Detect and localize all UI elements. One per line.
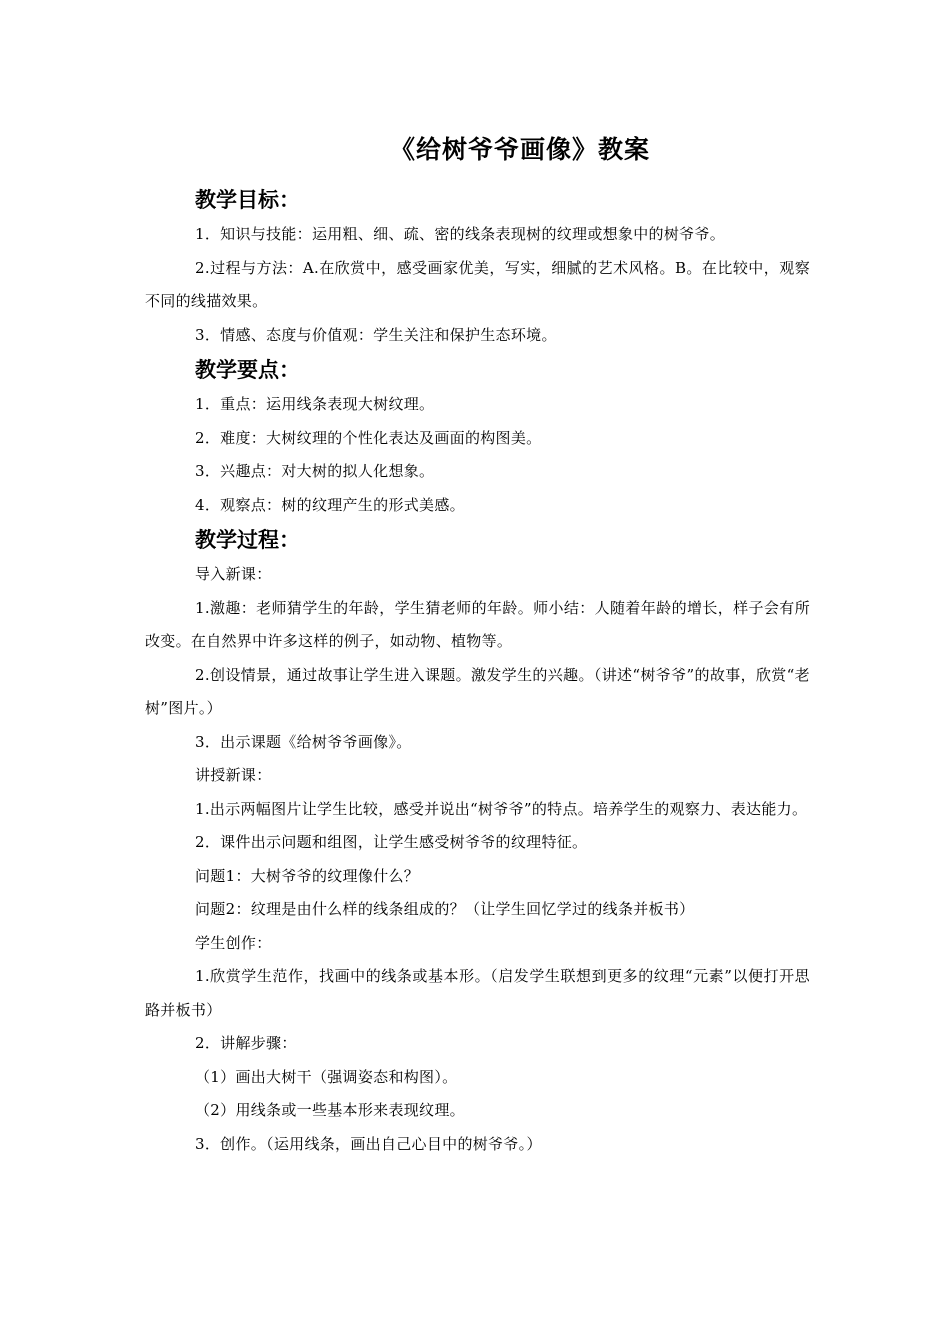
paragraph: 2．课件出示问题和组图，让学生感受树爷爷的纹理特征。: [195, 833, 588, 851]
section-heading-objectives: 教学目标：: [195, 188, 300, 212]
document-title: 《给树爷爷画像》教案: [389, 135, 650, 164]
paragraph: 1.激趣：老师猜学生的年龄，学生猜老师的年龄。师小结：人随着年龄的增长，样子会有所改变。在自然界中许多这样的例子，如动物、植物等。: [145, 598, 810, 650]
paragraph: 问题2：纹理是由什么样的线条组成的？（让学生回忆学过的线条并板书）: [195, 900, 695, 918]
paragraph: 3．兴趣点：对大树的拟人化想象。: [195, 462, 435, 480]
paragraph: 4．观察点：树的纹理产生的形式美感。: [195, 495, 465, 514]
paragraph: 1.出示两幅图片让学生比较，感受并说出“树爷爷”的特点。培养学生的观察力、表达能力。: [195, 799, 808, 818]
paragraph: 2.过程与方法：A.在欣赏中，感受画家优美，写实，细腻的艺术风格。B。在比较中，观察不同的线描效果。: [145, 258, 810, 310]
paragraph: （2）用线条或一些基本形来表现纹理。: [195, 1101, 465, 1119]
paragraph: 导入新课：: [195, 565, 272, 583]
paragraph: 3．情感、态度与价值观：学生关注和保护生态环境。: [195, 325, 557, 344]
paragraph: 1．重点：运用线条表现大树纹理。: [195, 395, 435, 413]
section-heading-key-points: 教学要点：: [195, 358, 300, 382]
paragraph: 3．创作。（运用线条，画出自己心目中的树爷爷。）: [195, 1134, 542, 1153]
paragraph: 1．知识与技能：运用粗、细、疏、密的线条表现树的纹理或想象中的树爷爷。: [195, 225, 726, 243]
paragraph: 2．难度：大树纹理的个性化表达及画面的构图美。: [195, 428, 542, 447]
paragraph: 讲授新课：: [195, 766, 272, 784]
paragraph: 2.创设情景，通过故事让学生进入课题。激发学生的兴趣。（讲述“树爷爷”的故事，欣赏“老树”图片。）: [145, 665, 810, 717]
paragraph: 3．出示课题《给树爷爷画像》。: [195, 732, 412, 751]
paragraph: 2．讲解步骤：: [195, 1034, 297, 1052]
paragraph: 1.欣赏学生范作，找画中的线条或基本形。（启发学生联想到更多的纹理“元素”以便打开思路并板书）: [145, 967, 810, 1019]
section-heading-process: 教学过程：: [195, 528, 300, 552]
paragraph: 学生创作：: [195, 933, 272, 952]
paragraph: 问题1：大树爷爷的纹理像什么？: [195, 866, 420, 885]
document-body: [145, 182, 810, 1161]
paragraph: （1）画出大树干（强调姿态和构图）。: [195, 1067, 458, 1086]
